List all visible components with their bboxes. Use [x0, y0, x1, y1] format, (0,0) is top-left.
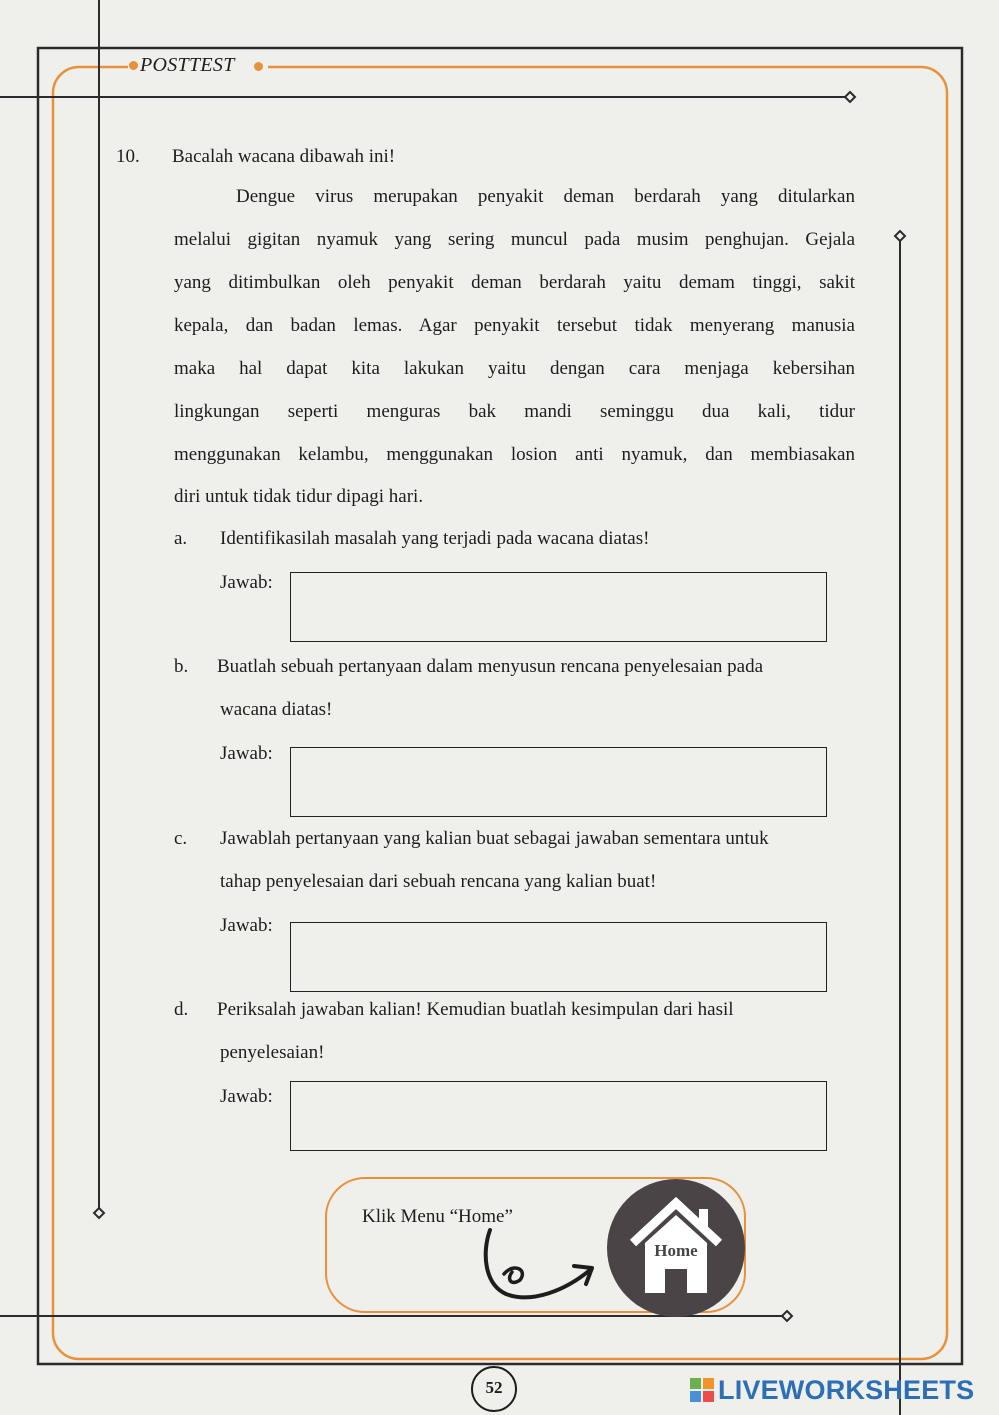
sub-question-d-text-cont: penyelesaian! [220, 1042, 325, 1063]
answer-label-d: Jawab: [220, 1086, 273, 1107]
page-title: POSTTEST [140, 54, 235, 76]
sub-question-letter-a: a. [174, 528, 188, 549]
answer-label-c: Jawab: [220, 915, 273, 936]
answer-box-a[interactable] [290, 572, 827, 642]
answer-box-d[interactable] [290, 1081, 827, 1151]
sub-question-c-text-cont: tahap penyelesaian dari sebuah rencana yang kalian buat! [220, 871, 657, 892]
passage-line: diri untuk tidak tidur dipagi hari. [174, 486, 424, 507]
sub-question-d-text: Periksalah jawaban kalian! Kemudian buatlah kesimpulan dari hasil [217, 999, 734, 1020]
sub-question-a-text: Identifikasilah masalah yang terjadi pada wacana diatas! [220, 528, 650, 549]
passage-line: menggunakan kelambu, menggunakan losion anti nyamuk, dan membiasakan [174, 444, 855, 465]
sub-question-b-text: Buatlah sebuah pertanyaan dalam menyusun rencana penyelesaian pada [217, 656, 764, 677]
page-number: 52 [485, 1378, 503, 1397]
answer-label-a: Jawab: [220, 572, 273, 593]
answer-label-b: Jawab: [220, 743, 273, 764]
curly-arrow-icon [470, 1222, 610, 1308]
sub-question-letter-d: d. [174, 999, 189, 1020]
passage-line: yang ditimbulkan oleh penyakit deman berdarah yaitu demam tinggi, sakit [174, 272, 855, 293]
passage-line: kepala, dan badan lemas. Agar penyakit tersebut tidak menyerang manusia [174, 315, 855, 336]
home-button-label: Home [654, 1241, 698, 1260]
answer-box-b[interactable] [290, 747, 827, 817]
watermark-text: LIVEWORKSHEETS [718, 1375, 975, 1405]
page-number-badge [471, 1366, 517, 1412]
passage-line: maka hal dapat kita lakukan yaitu dengan cara menjaga kebersihan [174, 358, 855, 379]
sub-question-c-text: Jawablah pertanyaan yang kalian buat sebagai jawaban sementara untuk [220, 828, 769, 849]
liveworksheets-logo-icon [690, 1378, 716, 1404]
passage-line: melalui gigitan nyamuk yang sering muncul pada musim penghujan. Gejala [174, 229, 855, 250]
answer-box-c[interactable] [290, 922, 827, 992]
sub-question-letter-b: b. [174, 656, 189, 677]
passage-line: Dengue virus merupakan penyakit deman berdarah yang ditularkan [236, 186, 855, 207]
passage-line: lingkungan seperti menguras bak mandi seminggu dua kali, tidur [174, 401, 855, 422]
home-button[interactable] [607, 1179, 745, 1317]
question-instruction: Bacalah wacana dibawah ini! [172, 146, 396, 167]
header-dot-left [129, 61, 138, 70]
home-instruction: Klik Menu “Home” [362, 1206, 513, 1227]
sub-question-letter-c: c. [174, 828, 188, 849]
sub-question-b-text-cont: wacana diatas! [220, 699, 333, 720]
question-number: 10. [116, 146, 140, 167]
header-dot-right [254, 62, 263, 71]
